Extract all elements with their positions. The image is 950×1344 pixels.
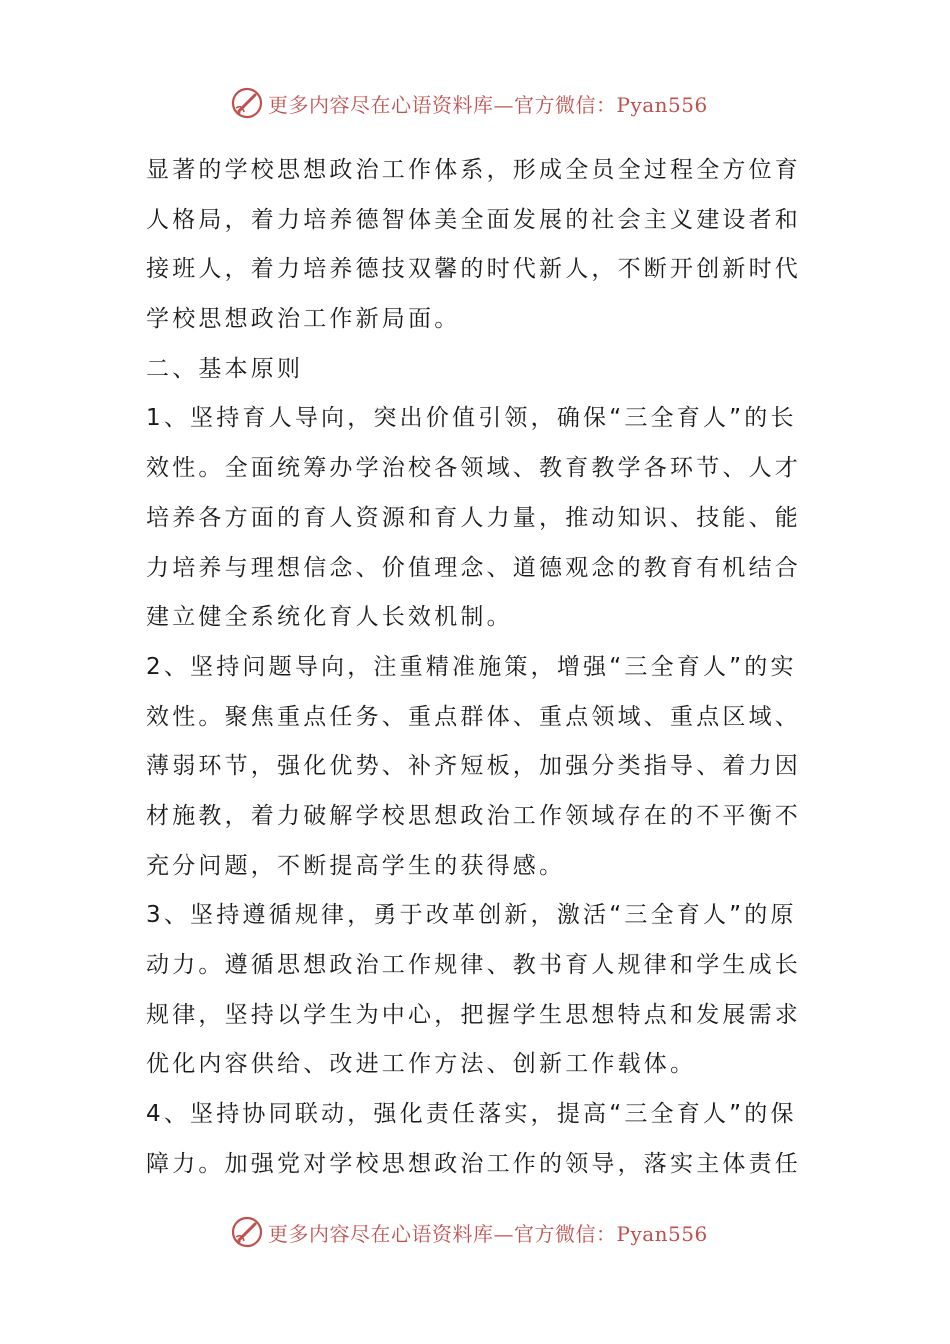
text-line: 接班人，着力培养德技双馨的时代新人，不断开创新时代 bbox=[146, 256, 801, 283]
text-line: 人格局，着力培养德智体美全面发展的社会主义建设者和 bbox=[146, 206, 801, 233]
text-line: 优化内容供给、改进工作方法、创新工作载体。 bbox=[146, 1051, 697, 1078]
text-line: 培养各方面的育人资源和育人力量，推动知识、技能、能 bbox=[146, 504, 801, 531]
text-line: 障力。加强党对学校思想政治工作的领导，落实主体责任 bbox=[146, 1150, 801, 1177]
pen-logo-icon bbox=[230, 1215, 264, 1249]
text-line: 显著的学校思想政治工作体系，形成全员全过程全方位育 bbox=[146, 157, 801, 183]
text-line: 充分问题，不断提高学生的获得感。 bbox=[146, 852, 566, 879]
text-line: 材施教，着力破解学校思想政治工作领域存在的不平衡不 bbox=[146, 802, 801, 829]
text-line: 规律，坚持以学生为中心，把握学生思想特点和发展需求 bbox=[146, 1001, 801, 1028]
text-line: 建立健全系统化育人长效机制。 bbox=[146, 604, 513, 631]
footer-banner bbox=[230, 1212, 708, 1252]
header-banner bbox=[230, 83, 708, 123]
text-line: 学校思想政治工作新局面。 bbox=[146, 306, 461, 333]
text-line: 3、坚持遵循规律，勇于改革创新，激活“三全育人”的原 bbox=[146, 902, 797, 929]
text-line: 效性。聚焦重点任务、重点群体、重点领域、重点区域、 bbox=[146, 703, 801, 730]
text-line: 1、坚持育人导向，突出价值引领，确保“三全育人”的长 bbox=[146, 405, 797, 432]
pen-logo-icon bbox=[230, 86, 264, 120]
text-line: 4、坚持协同联动，强化责任落实，提高“三全育人”的保 bbox=[146, 1101, 797, 1128]
header-banner-text: 更多内容尽在心语资料库—官方微信：Pyan556 bbox=[268, 92, 708, 117]
text-line: 效性。全面统筹办学治校各领域、教育教学各环节、人才 bbox=[146, 455, 801, 482]
document-body bbox=[146, 146, 806, 1189]
footer-banner-text: 更多内容尽在心语资料库—官方微信：Pyan556 bbox=[268, 1221, 708, 1246]
text-line: 二、基本原则 bbox=[146, 355, 304, 382]
text-line: 薄弱环节，强化优势、补齐短板，加强分类指导、着力因 bbox=[146, 753, 801, 780]
text-line: 力培养与理想信念、价值理念、道德观念的教育有机结合 bbox=[146, 554, 801, 581]
text-line: 动力。遵循思想政治工作规律、教书育人规律和学生成长 bbox=[146, 952, 801, 978]
text-line: 2、坚持问题导向，注重精准施策，增强“三全育人”的实 bbox=[146, 653, 797, 680]
